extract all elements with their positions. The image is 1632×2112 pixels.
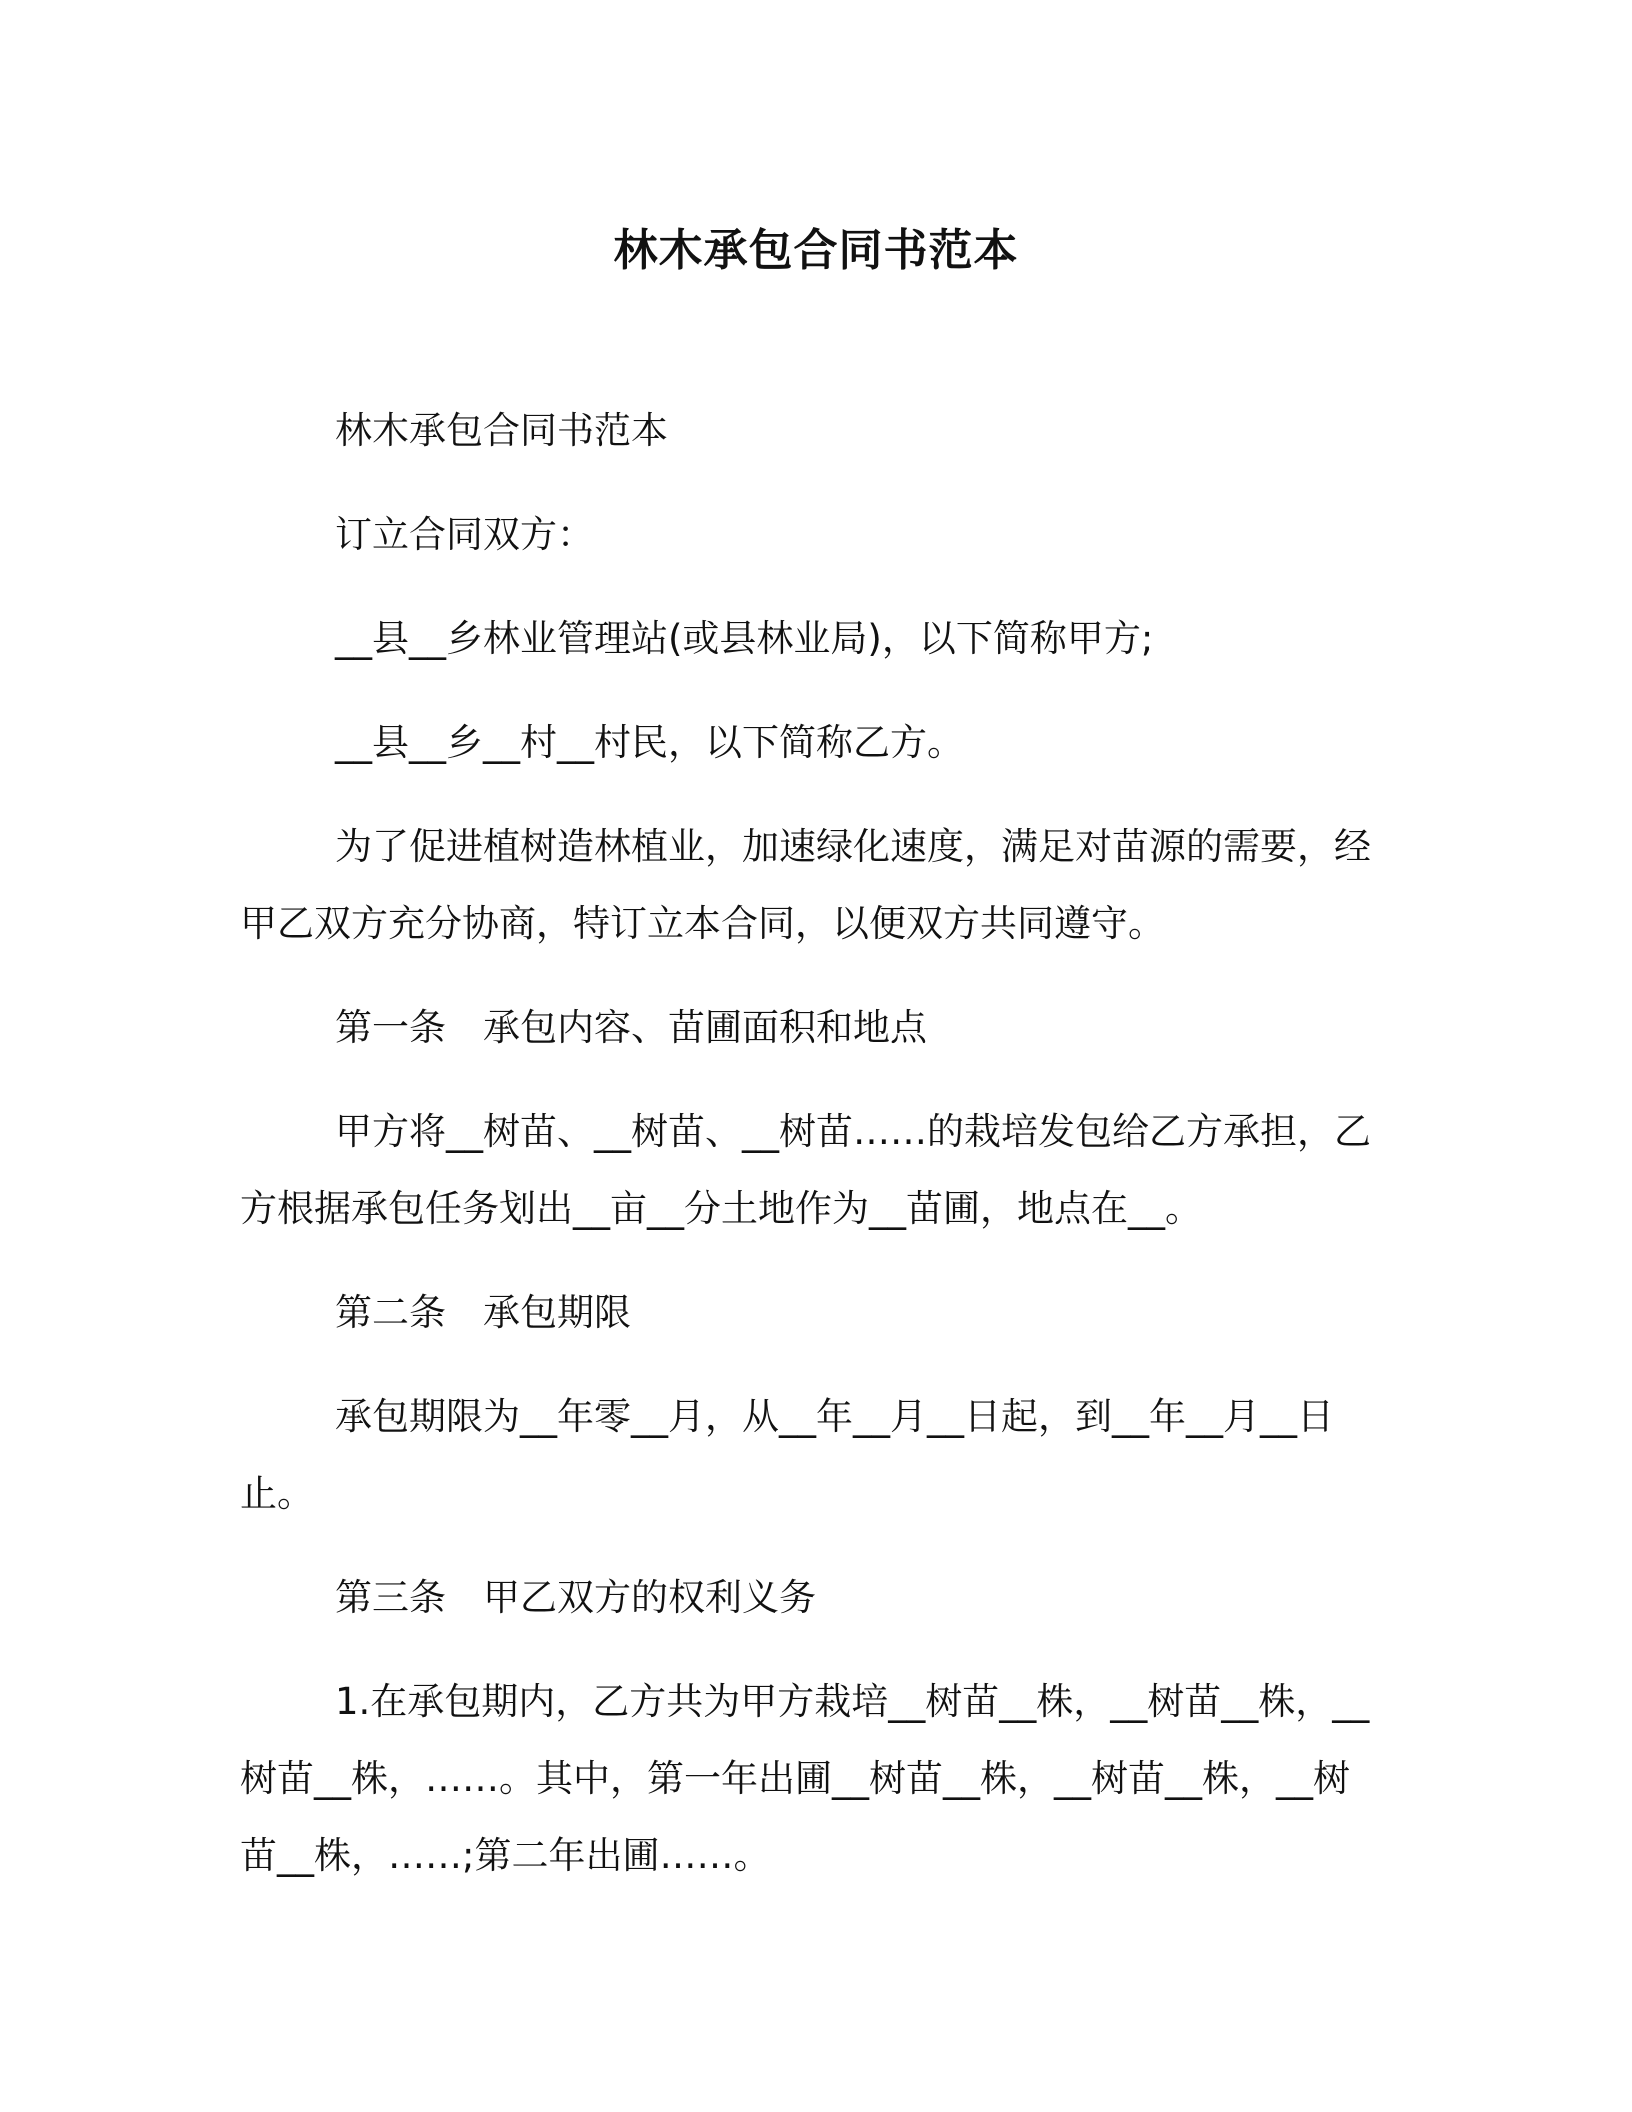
document-title: 林木承包合同书范本: [613, 225, 1019, 276]
paragraph-party-b: __县__乡__村__村民，以下简称乙方。: [335, 721, 964, 764]
paragraph-heading-repeat: 林木承包合同书范本: [335, 409, 668, 452]
article-1-heading: 第一条 承包内容、苗圃面积和地点: [335, 1006, 927, 1049]
paragraph-party-a: __县__乡林业管理站(或县林业局)，以下简称甲方;: [335, 617, 1154, 660]
paragraph-preamble: 为了促进植树造林植业，加速绿化速度，满足对苗源的需要，经甲乙双方充分协商，特订立本合同，以便双方共同遵守。: [240, 825, 1371, 945]
article-3-item-1: 1.在承包期内，乙方共为甲方栽培__树苗__株，__树苗__株，__树苗__株，……。其中，第一年出圃__树苗__株，__树苗__株，__树苗__株，……;第二年出圃……。: [240, 1680, 1370, 1877]
article-1-body: 甲方将__树苗、__树苗、__树苗……的栽培发包给乙方承担，乙方根据承包任务划出__亩__分土地作为__苗圃，地点在__。: [240, 1110, 1371, 1230]
article-2-body: 承包期限为__年零__月，从__年__月__日起，到__年__月__日止。: [240, 1395, 1334, 1515]
article-3-heading: 第三条 甲乙双方的权利义务: [335, 1576, 816, 1619]
document-body: [240, 392, 1375, 1921]
article-2-heading: 第二条 承包期限: [335, 1291, 631, 1334]
paragraph-parties-label: 订立合同双方：: [335, 513, 594, 556]
